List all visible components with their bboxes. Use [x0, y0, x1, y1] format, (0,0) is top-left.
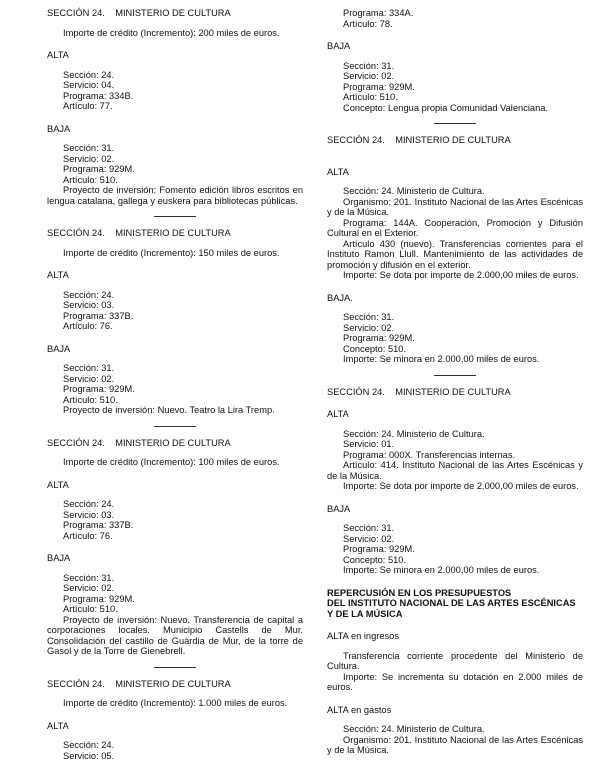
alta-line: Artículo 430 (nuevo). Transferencias corrientes para el Instituto Ramon Llull. Mantenimiento de las actividades de promoción y difusión en el exterior. [327, 239, 583, 271]
baja-list [47, 573, 303, 615]
alta-line: Programa: 144A. Cooperación, Promoción y Difusión Cultural en el Exterior. [327, 218, 583, 239]
separator-rule [434, 123, 476, 124]
alta-line: Servicio: 05. [63, 751, 303, 761]
baja-line: Sección: 31. [343, 312, 583, 323]
section-title: SECCIÓN 24. MINISTERIO DE CULTURA [47, 438, 303, 449]
separator-rule [154, 667, 196, 668]
alta-label: ALTA [47, 50, 303, 61]
investment-project: Proyecto de inversión: Fomento edición libros escritos en lengua catalana, gallega y euskera para bibliotecas públicas. [47, 185, 303, 206]
baja-line: Importe: Se minora en 2.000,00 miles de euros. [343, 565, 583, 576]
baja-line: Programa: 929M. [343, 333, 583, 344]
separator-rule [154, 426, 196, 427]
gastos-line: Sección: 24. Ministerio de Cultura. [327, 724, 583, 735]
alta-line: Artículo: 76. [63, 321, 303, 332]
right-column [327, 8, 583, 756]
credit-amount: Importe de crédito (Incremento): 150 miles de euros. [47, 248, 303, 259]
alta-line: Organismo: 201. Instituto Nacional de las Artes Escénicas y de la Música. [327, 197, 583, 218]
baja-line: Sección: 31. [63, 363, 303, 374]
repercussion-heading: DEL INSTITUTO NACIONAL DE LAS ARTES ESCÉNICAS [327, 598, 583, 609]
alta-line: Programa: 337B. [63, 311, 303, 322]
alta-list [47, 499, 303, 541]
alta-list [47, 70, 303, 112]
baja-line: Servicio: 02. [343, 323, 583, 334]
alta-list [47, 290, 303, 332]
section-title: SECCIÓN 24. MINISTERIO DE CULTURA [327, 387, 583, 398]
baja-line: Artículo: 510. [63, 395, 303, 406]
baja-label: BAJA [327, 41, 583, 52]
baja-line: Programa: 929M. [63, 384, 303, 395]
gastos-label: ALTA en gastos [327, 705, 583, 716]
alta-line: Servicio: 01. [327, 439, 583, 450]
alta-line: Importe: Se dota por importe de 2.000,00 miles de euros. [327, 481, 583, 492]
ingresos-label: ALTA en ingresos [327, 631, 583, 642]
section-title: SECCIÓN 24. MINISTERIO DE CULTURA [47, 228, 303, 239]
section-title: SECCIÓN 24. MINISTERIO DE CULTURA [327, 135, 583, 146]
alta-label: ALTA [47, 270, 303, 281]
baja-line: Concepto: 510. [343, 344, 583, 355]
baja-list [327, 312, 583, 365]
alta-line: Sección: 24. [63, 499, 303, 510]
credit-amount: Importe de crédito (Incremento): 1.000 miles de euros. [47, 698, 303, 709]
baja-line: Servicio: 02. [343, 71, 583, 82]
alta-label: ALTA [327, 167, 583, 178]
ingresos-line: Transferencia corriente procedente del Ministerio de Cultura. [327, 651, 583, 672]
credit-amount: Importe de crédito (Incremento): 200 miles de euros. [47, 28, 303, 39]
alta-line: Servicio: 04. [63, 80, 303, 91]
baja-line: Servicio: 02. [63, 374, 303, 385]
baja-line: Artículo: 510. [343, 92, 583, 103]
alta-label: ALTA [327, 409, 583, 420]
baja-line: Sección: 31. [63, 143, 303, 154]
baja-line: Artículo: 510. [63, 175, 303, 186]
alta-line: Programa: 334B. [63, 91, 303, 102]
baja-list [327, 61, 583, 114]
baja-line: Programa: 929M. [343, 82, 583, 93]
baja-line: Programa: 929M. [63, 164, 303, 175]
baja-list [47, 363, 303, 416]
alta-line: Programa: 000X. Transferencias internas. [327, 450, 583, 461]
baja-line: Servicio: 02. [63, 583, 303, 594]
baja-list [327, 523, 583, 576]
alta-line: Artículo: 78. [343, 19, 583, 30]
separator-rule [434, 375, 476, 376]
baja-line: Concepto: Lengua propia Comunidad Valenciana. [343, 103, 583, 114]
section-title: SECCIÓN 24. MINISTERIO DE CULTURA [47, 8, 303, 19]
alta-line: Sección: 24. Ministerio de Cultura. [327, 186, 583, 197]
baja-label: BAJA. [327, 293, 583, 304]
alta-line: Sección: 24. [63, 290, 303, 301]
alta-line: Sección: 24. [63, 70, 303, 81]
baja-line: Concepto: 510. [343, 555, 583, 566]
baja-list [47, 143, 303, 185]
alta-line: Artículo: 76. [63, 531, 303, 542]
baja-line: Sección: 31. [343, 523, 583, 534]
investment-project: Proyecto de inversión: Nuevo. Transferencia de capital a corporaciones locales. Municipio Castells de Mur. Consolidación del castillo de Guàrdia de Mur, de la torre de Gasol y de la Torre de Gienebrell. [47, 615, 303, 657]
baja-line: Servicio: 02. [343, 534, 583, 545]
alta-line: Programa: 334A. [343, 8, 583, 19]
baja-line: Servicio: 02. [63, 154, 303, 165]
alta-line: Servicio: 03. [63, 300, 303, 311]
baja-line: Programa: 929M. [63, 594, 303, 605]
alta-line: Sección: 24. [63, 740, 303, 751]
baja-line: Importe: Se minora en 2.000,00 miles de euros. [343, 354, 583, 365]
alta-line: Artículo: 414. Instituto Nacional de las Artes Escénicas y de la Música. [327, 460, 583, 481]
baja-line: Sección: 31. [63, 573, 303, 584]
alta-line: Programa: 337B. [63, 520, 303, 531]
baja-line: Artículo: 510. [63, 604, 303, 615]
repercussion-heading: REPERCUSIÓN EN LOS PRESUPUESTOS [327, 588, 583, 599]
investment-project: Proyecto de inversión: Nuevo. Teatro la Lira Tremp. [63, 405, 303, 416]
credit-amount: Importe de crédito (Incremento): 100 miles de euros. [47, 457, 303, 468]
baja-line: Sección: 31. [343, 61, 583, 72]
continued-alta-list [327, 8, 583, 29]
alta-label: ALTA [47, 721, 303, 732]
alta-line: Artículo: 77. [63, 101, 303, 112]
alta-label: ALTA [47, 480, 303, 491]
baja-label: BAJA [47, 344, 303, 355]
baja-line: Programa: 929M. [343, 544, 583, 555]
ingresos-line: Importe: Se incrementa su dotación en 2.000 miles de euros. [327, 672, 583, 693]
baja-label: BAJA [47, 553, 303, 564]
gastos-line: Organismo: 201. Instituto Nacional de las Artes Escénicas y de la Música. [327, 735, 583, 756]
separator-rule [154, 216, 196, 217]
baja-label: BAJA [47, 124, 303, 135]
alta-line: Sección: 24. Ministerio de Cultura. [327, 429, 583, 440]
baja-label: BAJA [327, 504, 583, 515]
left-column [47, 8, 303, 761]
section-title: SECCIÓN 24. MINISTERIO DE CULTURA [47, 679, 303, 690]
alta-line: Importe: Se dota por importe de 2.000,00 miles de euros. [327, 270, 583, 281]
repercussion-heading: Y DE LA MÚSICA [327, 609, 583, 620]
alta-line: Servicio: 03. [63, 510, 303, 521]
